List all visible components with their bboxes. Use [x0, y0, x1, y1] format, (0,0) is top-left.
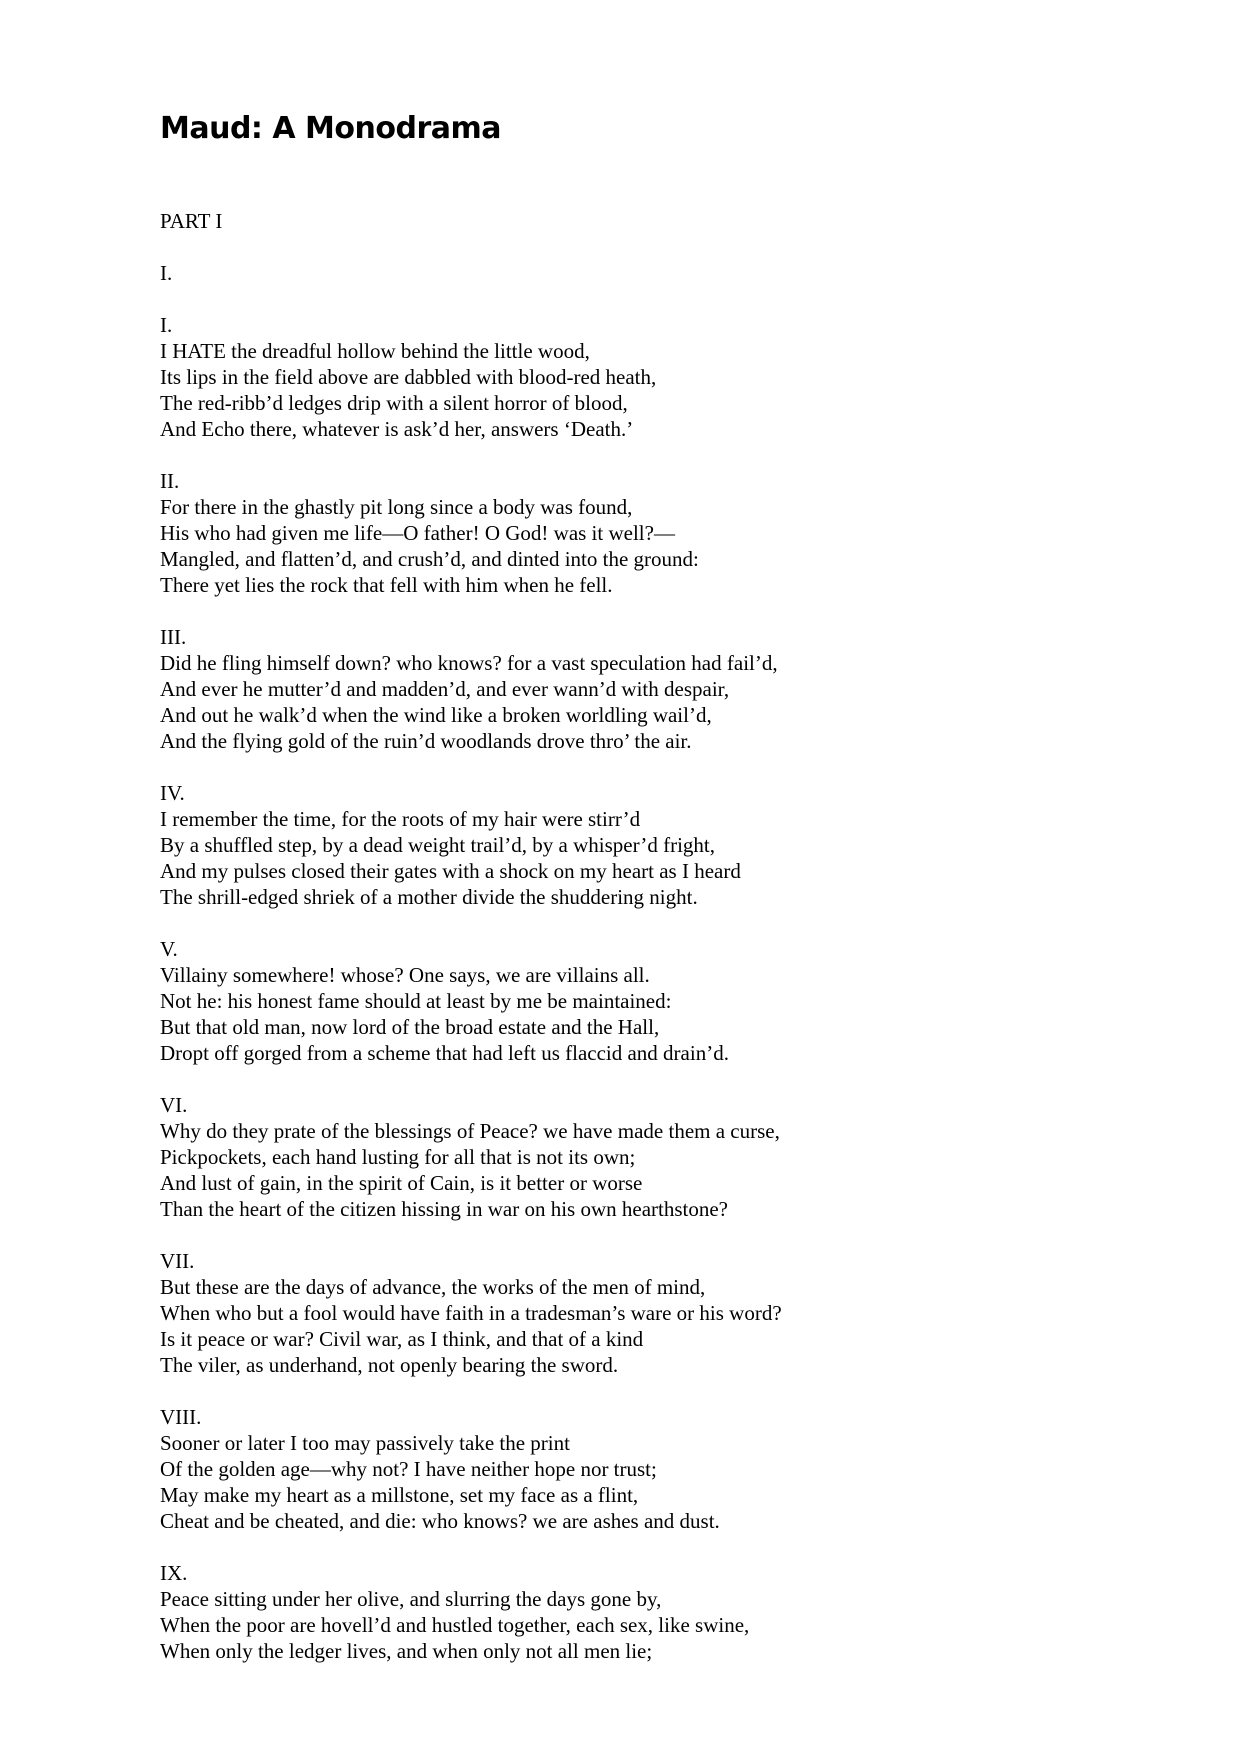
poem-line: For there in the ghastly pit long since a body was found, — [160, 495, 633, 519]
stanza-numeral: VI. — [160, 1093, 188, 1117]
stanza — [160, 1560, 782, 1664]
stanza — [160, 936, 782, 1066]
stanza — [160, 1248, 782, 1378]
stanza-numeral: V. — [160, 937, 178, 961]
poem-line: Dropt off gorged from a scheme that had left us flaccid and drain’d. — [160, 1041, 729, 1065]
poem-line: I HATE the dreadful hollow behind the little wood, — [160, 339, 590, 363]
poem-line: Than the heart of the citizen hissing in war on his own hearthstone? — [160, 1197, 729, 1221]
poem-line: Is it peace or war? Civil war, as I think, and that of a kind — [160, 1327, 644, 1351]
stanza — [160, 624, 782, 754]
poem-line: Mangled, and flatten’d, and crush’d, and dinted into the ground: — [160, 547, 699, 571]
document-title: Maud: A Monodrama — [160, 111, 501, 146]
section-heading: I. — [160, 261, 173, 285]
poem-line: And out he walk’d when the wind like a broken worldling wail’d, — [160, 703, 712, 727]
stanza — [160, 312, 782, 442]
stanza — [160, 1092, 782, 1222]
poem-line: Why do they prate of the blessings of Peace? we have made them a curse, — [160, 1119, 780, 1143]
poem-line: The viler, as underhand, not openly bearing the sword. — [160, 1353, 619, 1377]
stanza — [160, 1404, 782, 1534]
poem-line: Pickpockets, each hand lusting for all that is not its own; — [160, 1145, 636, 1169]
poem-line: And Echo there, whatever is ask’d her, answers ‘Death.’ — [160, 417, 634, 441]
stanza-numeral: III. — [160, 625, 187, 649]
poem-line: Not he: his honest fame should at least by me be maintained: — [160, 989, 672, 1013]
poem-line: And lust of gain, in the spirit of Cain, is it better or worse — [160, 1171, 643, 1195]
poem-line: When who but a fool would have faith in a tradesman’s ware or his word? — [160, 1301, 782, 1325]
poem-line: I remember the time, for the roots of my hair were stirr’d — [160, 807, 641, 831]
stanza-numeral: I. — [160, 313, 173, 337]
poem-line: Peace sitting under her olive, and slurring the days gone by, — [160, 1587, 662, 1611]
stanza-numeral: VIII. — [160, 1405, 202, 1429]
poem-line: And ever he mutter’d and madden’d, and ever wann’d with despair, — [160, 677, 730, 701]
poem-line: His who had given me life—O father! O God! was it well?— — [160, 521, 675, 545]
poem-line: The red-ribb’d ledges drip with a silent horror of blood, — [160, 391, 628, 415]
poem-line: Sooner or later I too may passively take the print — [160, 1431, 570, 1455]
poem-line: Of the golden age—why not? I have neither hope nor trust; — [160, 1457, 657, 1481]
part-heading: PART I — [160, 209, 223, 233]
poem-line: The shrill-edged shriek of a mother divide the shuddering night. — [160, 885, 698, 909]
poem-line: When only the ledger lives, and when only not all men lie; — [160, 1639, 653, 1663]
poem-body — [160, 312, 782, 1690]
stanza — [160, 468, 782, 598]
poem-line: There yet lies the rock that fell with him when he fell. — [160, 573, 613, 597]
stanza — [160, 780, 782, 910]
poem-line: By a shuffled step, by a dead weight trail’d, by a whisper’d fright, — [160, 833, 716, 857]
poem-line: Its lips in the field above are dabbled with blood-red heath, — [160, 365, 657, 389]
stanza-numeral: II. — [160, 469, 180, 493]
poem-line: Villainy somewhere! whose? One says, we are villains all. — [160, 963, 650, 987]
poem-line: But that old man, now lord of the broad estate and the Hall, — [160, 1015, 660, 1039]
stanza-numeral: IX. — [160, 1561, 188, 1585]
stanza-numeral: VII. — [160, 1249, 195, 1273]
stanza-numeral: IV. — [160, 781, 185, 805]
poem-line: Did he fling himself down? who knows? for a vast speculation had fail’d, — [160, 651, 778, 675]
poem-line: Cheat and be cheated, and die: who knows? we are ashes and dust. — [160, 1509, 720, 1533]
poem-line: But these are the days of advance, the works of the men of mind, — [160, 1275, 706, 1299]
poem-line: May make my heart as a millstone, set my face as a flint, — [160, 1483, 639, 1507]
poem-line: When the poor are hovell’d and hustled together, each sex, like swine, — [160, 1613, 750, 1637]
poem-line: And my pulses closed their gates with a shock on my heart as I heard — [160, 859, 741, 883]
poem-line: And the flying gold of the ruin’d woodlands drove thro’ the air. — [160, 729, 692, 753]
